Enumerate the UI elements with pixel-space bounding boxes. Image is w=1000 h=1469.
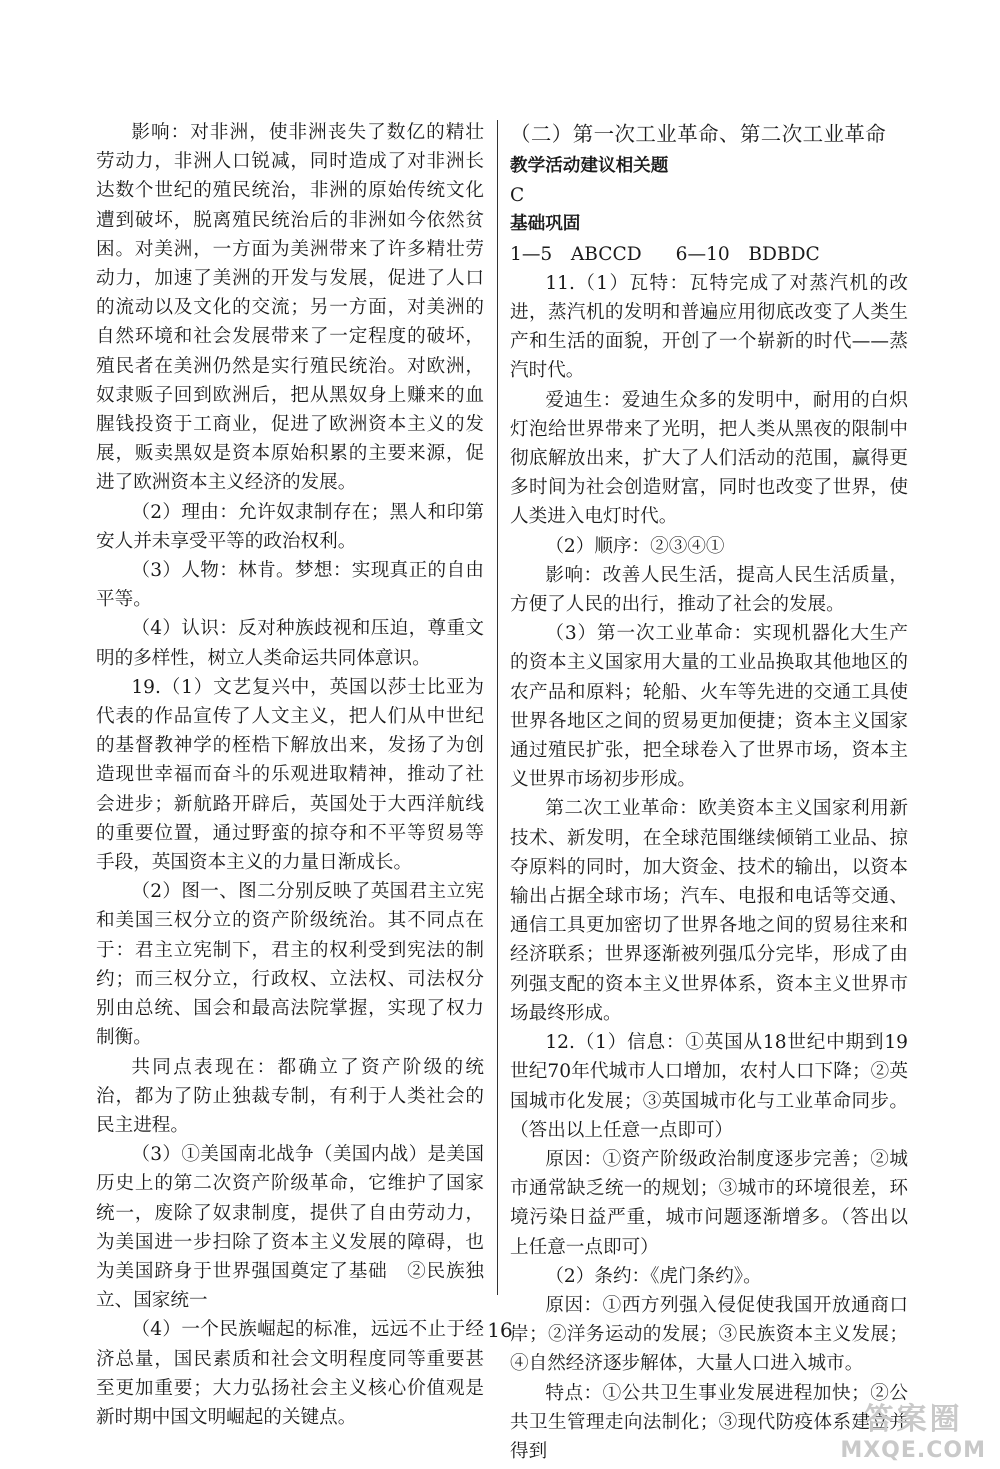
mc-answers-1-5: 1—5 ABCCD [510, 243, 642, 265]
paragraph-q19-2: （2）图一、图二分别反映了英国君主立宪和美国三权分立的资产阶级统治。其不同点在于：君主立宪制下，君主的权利受到宪法的制约；而三权分立，行政权、立法权、司法权分别由总统、国会和最高法院掌握，实现了权力制衡。 [96, 881, 484, 1049]
multiple-choice-answers [510, 240, 908, 269]
paragraph-q11-1: 11.（1）瓦特：瓦特完成了对蒸汽机的改进，蒸汽机的发明和普遍应用彻底改变了人类生产和生活的面貌，开创了一个崭新的时代——蒸汽时代。 [510, 272, 908, 382]
paragraph-q12-1: 12.（1）信息：①英国从18世纪中期到19世纪70年代城市人口增加，农村人口下降；②英国城市化发展；③英国城市化与工业革命同步。（答出以上任意一点即可） [510, 1032, 908, 1141]
paragraph-q12-2: （2）条约：《虎门条约》。 [545, 1265, 762, 1287]
paragraph-impact: 影响：对非洲，使非洲丧失了数亿的精壮劳动力，非洲人口锐减，同时造成了对非洲长达数个世纪的殖民统治，非洲的原始传统文化遭到破坏，脱离殖民统治后的非洲如今依然贫困。对美洲，一方面为美洲带来了许多精壮劳动力，加速了美洲的开发与发展，促进了人口的流动以及文化的交流；另一方面，对美洲的自然环境和社会发展带来了一定程度的破坏，殖民者在美洲仍然是实行殖民统治。对欧洲，奴隶贩子回到欧洲后，把从黑奴身上赚来的血腥钱投资于工商业，促进了欧洲资本主义的发展，贩卖黑奴是资本原始积累的主要来源，促进了欧洲资本主义经济的发展。 [96, 122, 484, 494]
paragraph-reason: （2）理由：允许奴隶制存在；黑人和印第安人并未享受平等的政治权利。 [96, 501, 484, 552]
paragraph-q12-2-reason: 原因：①西方列强入侵促使我国开放通商口岸；②洋务运动的发展；③民族资本主义发展；④自然经济逐步解体，大量人口进入城市。 [510, 1294, 908, 1375]
paragraph-q11-3: （3）第一次工业革命：实现机器化大生产的资本主义国家用大量的工业品换取其他地区的农产品和原料；轮船、火车等先进的交通工具使世界各地区之间的贸易更加便捷；资本主义国家通过殖民扩张，把全球卷入了世界市场，资本主义世界市场初步形成。 [510, 623, 908, 791]
paragraph-q19-common: 共同点表现在：都确立了资产阶级的统治，都为了防止独裁专制，有利于人类社会的民主进程。 [96, 1056, 484, 1136]
paragraph-q19-4: （4）一个民族崛起的标准，远远不止于经济总量，国民素质和社会文明程度同等重要甚至更加重要；大力弘扬社会主义核心价值观是新时期中国文明崛起的关键点。 [96, 1319, 484, 1428]
page-number: 16 [487, 1318, 513, 1342]
paragraph-q12-2-features: 特点：①公共卫生事业发展进程加快；②公共卫生管理走向法制化；③现代防疫体系建立并得到 [510, 1382, 908, 1462]
paragraph-q12-1-reason: 原因：①资产阶级政治制度逐步完善；②城市通常缺乏统一的规划；③城市的环境很差，环境污染日益严重，城市问题逐渐增多。（答出以上任意一点即可） [510, 1148, 908, 1258]
watermark-title: 答案圈 [863, 1402, 963, 1437]
paragraph-q19-1: 19.（1）文艺复兴中，英国以莎士比亚为代表的作品宣传了人文主义，把人们从中世纪的基督教神学的桎梏下解放出来，发扬了为创造现世幸福而奋斗的乐观进取精神，推动了社会进步；新航路开辟后，英国处于大西洋航线的重要位置，通过野蛮的掠夺和不平等贸易等手段，英国资本主义的力量日渐成长。 [96, 676, 484, 874]
right-column [510, 118, 908, 1466]
paragraph-understanding: （4）认识：反对种族歧视和压迫，尊重文明的多样性，树立人类命运共同体意识。 [96, 618, 484, 669]
paragraph-q11-3-second: 第二次工业革命：欧美资本主义国家利用新技术、新发明，在全球范围继续倾销工业品、掠夺原料的同时，加大资金、技术的输出，以资本输出占据全球市场；汽车、电报和电话等交通、通信工具更加密切了世界各地之间的贸易往来和经济联系；世界逐渐被列强瓜分完毕，形成了由列强支配的资本主义世界体系，资本主义世界市场最终形成。 [510, 798, 908, 1024]
watermark-logo [840, 1394, 986, 1463]
answer-c: C [510, 185, 525, 207]
paragraph-person: （3）人物：林肯。梦想：实现真正的自由平等。 [96, 560, 484, 611]
watermark-url: MXQE.COM [840, 1438, 986, 1463]
subheading-basics: 基础巩固 [510, 214, 581, 235]
paragraph-edison: 爱迪生：爱迪生众多的发明中，耐用的白炽灯泡给世界带来了光明，把人类从黑夜的限制中彻底解放出来，扩大了人们活动的范围，赢得更多时间为社会创造财富，同时也改变了世界，使人类进入电灯时代。 [510, 389, 908, 528]
paragraph-q19-3: （3）①美国南北战争（美国内战）是美国历史上的第二次资产阶级革命，它维护了国家统一，废除了奴隶制度，提供了自由劳动力，为美国进一步扫除了资本主义发展的障碍，也为美国跻身于世界强国奠定了基础 ②民族独立、国家统一 [96, 1144, 484, 1312]
paragraph-q11-2: （2）顺序：②③④① [545, 535, 725, 557]
section-title: （二）第一次工业革命、第二次工业革命 [510, 122, 887, 146]
column-divider [497, 120, 498, 1295]
subheading-activities: 教学活动建议相关题 [510, 156, 669, 176]
paragraph-q11-2-impact: 影响：改善人民生活，提高人民生活质量，方便了人民的出行，推动了社会的发展。 [510, 564, 908, 616]
left-column [96, 118, 484, 1432]
mc-answers-6-10: 6—10 BDBDC [675, 243, 820, 265]
